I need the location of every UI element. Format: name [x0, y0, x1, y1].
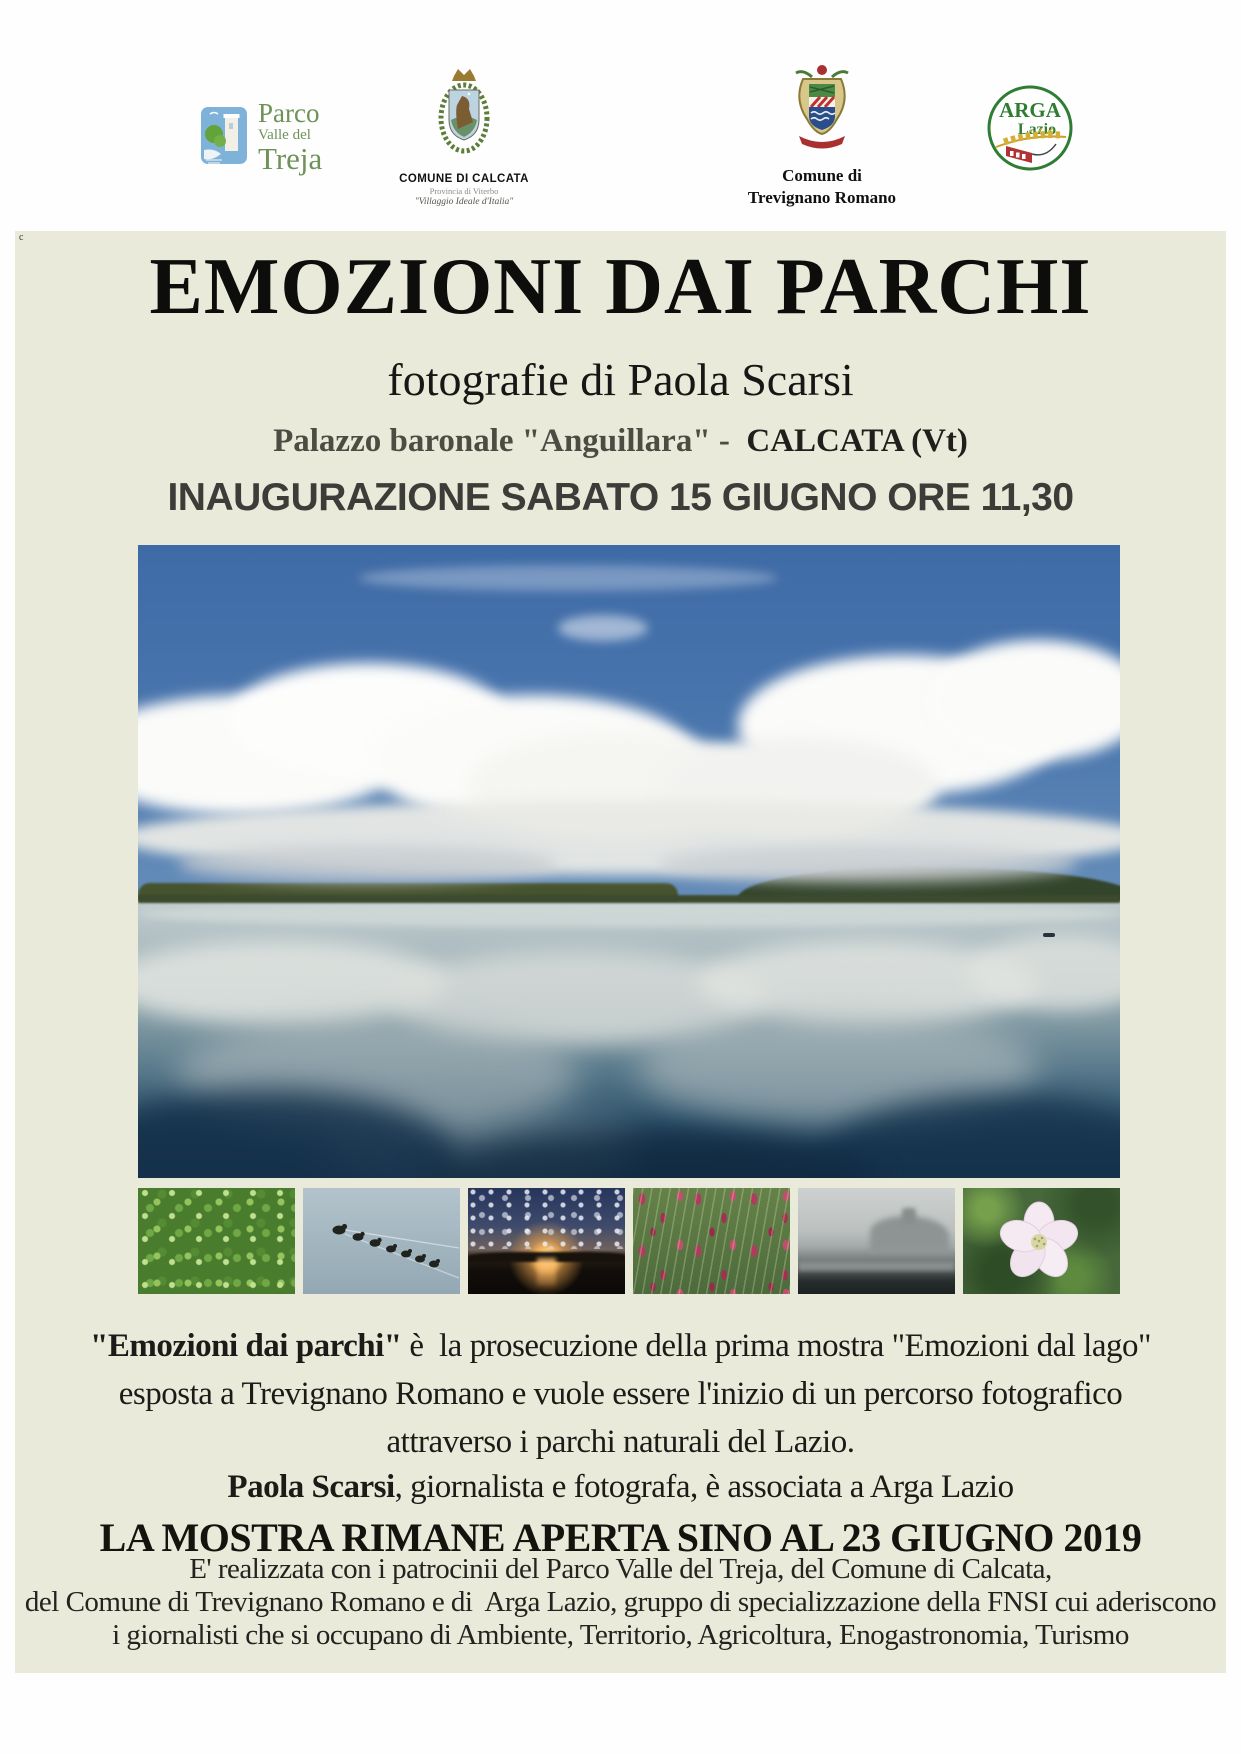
hilltop-silhouette: [902, 1208, 916, 1224]
svg-text:Lazio: Lazio: [1017, 121, 1057, 138]
parco-logo-text: [258, 100, 322, 174]
intro-line1-rest: è la prosecuzione della prima mostra "Emozioni dal lago": [401, 1328, 1151, 1364]
venue-palazzo-text: Palazzo baronale "Anguillara" -: [273, 423, 747, 459]
cloud-underside-shadow: [178, 845, 558, 883]
calcata-name-text: COMUNE DI CALCATA: [399, 173, 529, 185]
trevignano-caption-line2: Trevignano Romano: [747, 188, 897, 208]
intro-line1: [15, 1322, 1226, 1370]
thumbnail-misty-hill: [798, 1188, 955, 1294]
poster-body: [15, 231, 1226, 1673]
shoreline: [138, 895, 1120, 903]
parco-text-line1: Parco: [258, 98, 320, 128]
venue-line: [15, 423, 1226, 460]
logo-comune-di-calcata: [398, 66, 530, 207]
parco-text-line2: Valle del: [258, 126, 311, 143]
gray-water-band: [798, 1262, 955, 1270]
thumbnail-crimson-clover: [633, 1188, 790, 1294]
opening-date-line: INAUGURAZIONE SABATO 15 GIUGNO ORE 11,30: [167, 476, 1074, 519]
small-cloud: [558, 615, 648, 641]
patronage-line3: i giornalisti che si occupano di Ambiente, Territorio, Agricoltura, Enogastronomia, Turismo: [112, 1619, 1129, 1651]
arga-lazio-icon: [986, 98, 1074, 176]
patronage-line2: del Comune di Trevignano Romano e di Arga Lazio, gruppo di specializzazione della FNSI cui aderiscono: [24, 1586, 1217, 1618]
intro-paragraph: [15, 1322, 1226, 1466]
trevignano-crest-icon: [790, 144, 854, 161]
logo-parco-valle-del-treja: [200, 100, 322, 174]
thumbnail-green-leaves: [138, 1188, 295, 1294]
cloud-underside-shadow: [658, 845, 1078, 883]
intro-line2: esposta a Trevignano Romano e vuole essere l'inizio di un percorso fotografico: [118, 1376, 1123, 1412]
wild-rose-art: [991, 1192, 1087, 1288]
corner-mark: c: [19, 232, 24, 243]
author-bio-line: [15, 1469, 1226, 1506]
ducks-art: [303, 1188, 460, 1294]
calcata-motto-text: "Villaggio Ideale d'Italia": [414, 197, 514, 207]
author-name: Paola Scarsi: [227, 1469, 395, 1505]
parco-valle-del-treja-icon: [200, 101, 250, 174]
intro-line1-bold: "Emozioni dai parchi": [90, 1328, 402, 1364]
patronage-line1: E' realizzata con i patrocinii del Parco Valle del Treja, del Comune di Calcata,: [189, 1553, 1052, 1585]
patronage-paragraph: [15, 1553, 1226, 1652]
parco-text-line3: Treja: [258, 140, 323, 176]
thumbnail-sunset-over-lake: [468, 1188, 625, 1294]
subtitle-author: fotografie di Paola Scarsi: [387, 354, 854, 405]
calcata-provincia-text: Provincia di Viterbo: [429, 186, 499, 196]
sun-reflection: [537, 1258, 556, 1286]
thumbnail-wild-rose: [963, 1188, 1120, 1294]
water-shine-band: [138, 901, 1120, 927]
thumbnail-ducks-on-water: [303, 1188, 460, 1294]
author-bio-rest: , giornalista e fotografa, è associata a Arga Lazio: [394, 1469, 1014, 1505]
thumbnail-strip: [138, 1188, 1120, 1294]
venue-city-text: CALCATA (Vt): [746, 423, 968, 459]
logo-comune-di-trevignano-romano: [742, 62, 902, 209]
dappled-clouds: [468, 1188, 625, 1249]
exhibition-duration-line: LA MOSTRA RIMANE APERTA SINO AL 23 GIUGNO 2019: [99, 1515, 1142, 1560]
wispy-cloud: [358, 565, 778, 591]
trevignano-caption: [742, 165, 902, 209]
page-title: EMOZIONI DAI PARCHI: [149, 243, 1092, 331]
svg-text:ARGA: ARGA: [999, 98, 1061, 122]
small-boat: [1043, 933, 1055, 937]
trevignano-caption-line1: Comune di: [782, 166, 862, 185]
logo-arga-lazio: [986, 84, 1074, 177]
main-photo-lake-clouds: [138, 545, 1120, 1178]
intro-line3: attraverso i parchi naturali del Lazio.: [386, 1424, 855, 1460]
calcata-crest-icon: [436, 153, 492, 170]
